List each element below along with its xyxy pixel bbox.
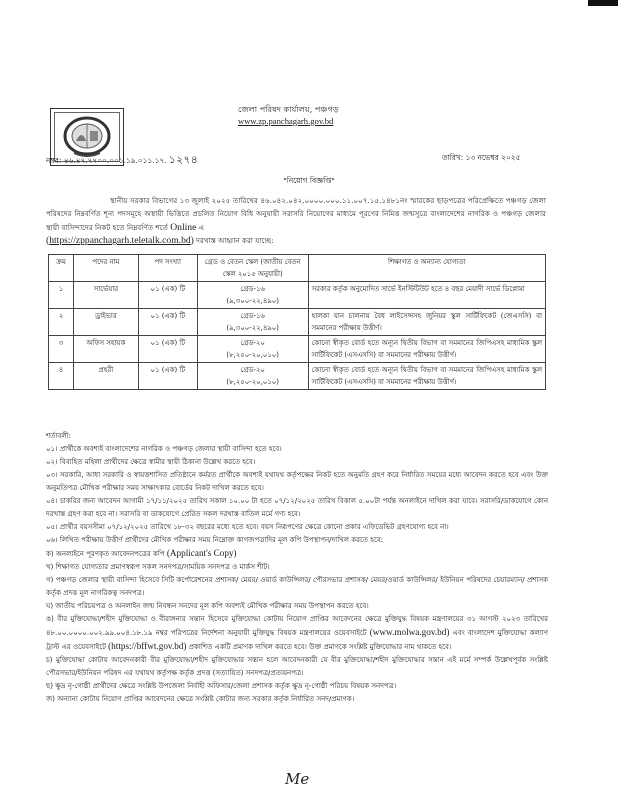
cell-qualification: হালকা যান চালনায় বৈধ লাইসেন্সসহ জুনিয়র স্কুল সার্টিফিকেট (জেএসসি) বা সমমানের পরীক্ষায় উত্তীর্ণ। (308, 309, 545, 336)
col-qualification: শিক্ষাগত ও অন্যান্য যোগ্যতা (308, 255, 545, 282)
intro-text: স্থানীয় সরকার বিভাগের ১৩ জুলাই ২০২৫ তারিখের ৪৬.০৪২.০৪২.০০০০.০০০.১১.০০৭.১৫.১৪৮১নং স্মারকের ছাড়পত্রের পরিপ্রেক্ষিতে পঞ্চগড় জেলা পরিষদের নিম্নবর্ণিত শূন্য পদসমূহে অস্থায়ী ভিত্তিতে প্রচলিত নিয়োগ বিধি অনুযায়ী সরাসরি নিয়োগের মাধ্যমে পূরণের নিমিত্ত জন্মসূত্রে বাংলাদেশের নাগরিক ও পঞ্চগড় জেলার স্থায়ী বাসিন্দাদের নিকট হতে নিম্নবর্ণিত শর্তে (46, 196, 546, 232)
table-row (49, 282, 546, 309)
col-serial: ক্রম (49, 255, 74, 282)
sub-item-d: ঘ) জাতীয় পরিচয়পত্র ও অনলাইন জন্ম নিবন্ধন সনদের মূল কপি অবশ্যই মৌখিক পরীক্ষার সময় উপস্থাপন করতে হবে। (46, 602, 369, 610)
sub-item-c: গ) পঞ্চগড় জেলার স্থায়ী বাসিন্দা হিসেবে সিটি কর্পোরেশনের প্রশাসক/ মেয়র/ ওয়ার্ড কাউন্সিলর/ পৌরসভার প্রশাসক/ মেয়র/ওয়ার্ড কাউন্সিলর/ ইউনিয়ন পরিষদের চেয়ারম্যান/ প্রশাসক কর্তৃক প্রদত্ত মূল নাগরিকত্ব সনদপত্র। (46, 576, 548, 597)
grade: গ্রেড-১৬ (240, 285, 265, 293)
table-header-row (49, 255, 546, 282)
condition-item: ০৪। চাকরির জন্য আবেদন আগামী ১৭/১১/২০২৫ তারিখ সকাল ১০.০০ টা হতে ০৭/১২/২০২৫ তারিখ বিকাল ৫.০০টা পর্যন্ত অনলাইনে দাখিল করা যাবে। সরাসরি/ডাকযোগে কোন দরখাস্ত গ্রহণ করা হবে না। সরাসরি বা ডাকযোগে প্রেরিত সকল দরখাস্ত বাতিল মর্মে গণ্য হবে। (46, 497, 548, 518)
bffwt-link[interactable]: (https://bffwt.gov.bd) (108, 641, 187, 651)
sub-item-g: ছ) ক্ষুদ্র নৃ-গোষ্ঠী প্রার্থীদের ক্ষেত্রে সংশ্লিষ্ট উপজেলা নির্বাহী অফিসার/জেলা প্রশাসক কর্তৃক ক্ষুদ্র নৃ-গোষ্ঠী পরিচয় বিষয়ক সনদপত্র। (46, 682, 397, 690)
cell-count: ০১ (এক) টি (138, 363, 197, 390)
cell-serial: ৪ (49, 363, 74, 390)
grade: গ্রেড-২০ (240, 339, 265, 347)
memo-number (46, 153, 198, 170)
cell-grade (197, 282, 308, 309)
cell-count: ০১ (এক) টি (138, 336, 197, 363)
office-website-link[interactable]: www.zp.panchagarh.gov.bd (238, 116, 334, 126)
cell-count: ০১ (এক) টি (138, 282, 197, 309)
col-post-name: পদের নাম (73, 255, 138, 282)
condition-item: ০৫। প্রার্থীর বয়সসীমা ০৭/১২/২০২৫ তারিখে ১৮-৩২ বছরের মধ্যে হতে হবে। বয়স নিরূপণের ক্ষেত্রে কোনো প্রকার এফিডেভিট গ্রহণযোগ্য হবে না। (46, 523, 449, 531)
online-suffix: এ (198, 222, 205, 232)
notice-date (442, 153, 520, 165)
cell-grade (197, 309, 308, 336)
intro-paragraph (46, 194, 546, 248)
sub-item-e-text: ঙ) বীর মুক্তিযোদ্ধা/শহীদ মুক্তিযোদ্ধা ও বীরাঙ্গনার সন্তান হিসেবে মুক্তিযোদ্ধা কোটায় নিয়োগ প্রাপ্তির আবেদনের ক্ষেত্রে মুক্তিযুদ্ধ বিষয়ক মন্ত্রণালয়ের ৩১ আগস্ট ২০২৩ তারিখের ৪৮.০০.০০০০.০০২.৯৯.০০৪.১৮.১৯ নম্বর পরিপত্রের নির্দেশনা অনুযায়ী মুক্তিযুদ্ধ বিষয়ক মন্ত্রণালয়ের ওয়েবসাইটে (46, 615, 548, 637)
intro-tail: দরখাস্ত আহ্বান করা যাচ্ছে: (196, 236, 274, 246)
sub-item-e (46, 613, 548, 654)
cell-post: সার্ভেয়ার (73, 282, 138, 309)
conditions-heading: শর্তাবলী: (46, 432, 71, 440)
cell-count: ০১ (এক) টি (138, 309, 197, 336)
scale: (৮,২৫০-২০,০১০) (226, 378, 279, 386)
table-row (49, 336, 546, 363)
condition-item: ০৬। লিখিত পরীক্ষায় উত্তীর্ণ প্রার্থীদের মৌখিক পরীক্ষার সময় নিম্নোক্ত কাগজপত্রাদির মূল কপি উপস্থাপন/দাখিল করতে হবে: (46, 536, 384, 544)
teletalk-apply-link[interactable]: https://zppanchagarh.teletalk.com.bd (49, 235, 191, 247)
date-value: ১৩ নভেম্বর ২০২৫ (465, 153, 521, 162)
scale: (৯,৩০০-২২,৪৯০) (226, 297, 279, 305)
table-row (49, 363, 546, 390)
cell-post: প্রহরী (73, 363, 138, 390)
scale: (৮,২৫০-২০,০১০) (226, 351, 279, 359)
cell-post: ড্রাইভার (73, 309, 138, 336)
vacancy-table (48, 254, 546, 390)
link-paren-close: ) (190, 235, 194, 247)
online-word: Online (170, 221, 197, 233)
cell-qualification: কোনো স্বীকৃত বোর্ড হতে অন্যূন দ্বিতীয় বিভাগ বা সমমানের জিপিএসহ মাধ্যমিক স্কুল সার্টিফিকেট (এসএসসি) বা সমমানের পরীক্ষায় উত্তীর্ণ। (308, 336, 545, 363)
memo-label: নম্বর: (46, 156, 62, 165)
cell-qualification: কোনো স্বীকৃত বোর্ড হতে অন্যূন দ্বিতীয় বিভাগ বা সমমানের জিপিএসহ মাধ্যমিক স্কুল সার্টিফিকেট (এসএসসি) বা সমমানের পরীক্ষায় উত্তীর্ণ। (308, 363, 545, 390)
condition-item: ০১। প্রার্থীকে অবশ্যই বাংলাদেশের নাগরিক ও পঞ্চগড় জেলার স্থায়ী বাসিন্দা হতে হবে। (46, 445, 282, 453)
scale: (৯,৩০০-২২,৪৯০) (226, 324, 279, 332)
table-row (49, 309, 546, 336)
sub-item-f: চ) মুক্তিযোদ্ধা কোটায় আবেদনকারী বীর মুক্তিযোদ্ধা/শহীদ মুক্তিযোদ্ধার সন্তান হলে আবেদনকারী যে বীর মুক্তিযোদ্ধা/শহীদ মুক্তিযোদ্ধার সন্তান এই মর্মে সম্পর্ক উল্লেখপূর্বক সংশ্লিষ্ট পৌরসভার/ইউনিয়ন পরিষদ এর যথাযথ কর্তৃপক্ষ কর্তৃক প্রদত্ত (সত্যায়িত) সনদপত্র/প্রত্যয়নপত্র। (46, 656, 548, 677)
conditions-section (46, 430, 548, 706)
condition-item: ০২। বিবাহিত মহিলা প্রার্থীদের ক্ষেত্রে স্বামীর স্থায়ী ঠিকানা উল্লেখ করতে হবে। (46, 458, 256, 466)
condition-item: ০৩। সরকারি, আধা সরকারি ও স্বায়ত্তশাসিত প্রতিষ্ঠানে কর্মরত প্রার্থীকে অবশ্যই যথাযথ কর্তৃপক্ষের নিকট হতে অনুমতি গ্রহণ করে নির্ধারিত সময়ের মধ্যে আবেদন করতে হবে এবং উক্ত অনুমতিপত্র মৌখিক পরীক্ষার সময় সাক্ষাৎকার বোর্ডের নিকট দাখিল করতে হবে। (46, 471, 548, 492)
memo-handwritten-number: ১২৭৪ (168, 154, 199, 166)
col-post-count: পদ সংখ্যা (138, 255, 197, 282)
applicants-copy: (Applicant's Copy) (166, 548, 237, 558)
cell-serial: ২ (49, 309, 74, 336)
office-name: জেলা পরিষদ কার্যালয়, পঞ্চগড় (238, 104, 339, 114)
memo-number-value: ৪৬.৪৭.৭৭০০.০০১.১৯.০১১.১৭. (63, 156, 167, 165)
sub-item-e-text-3: প্রকাশিত একটি প্রমাণক দাখিল করতে হবে। উক্ত প্রমাণকে সংশ্লিষ্ট মুক্তিযোদ্ধার নাম থাকতে হবে। (188, 643, 452, 651)
cell-grade (197, 363, 308, 390)
col-grade-scale: গ্রেড ও বেতন স্কেল (জাতীয় বেতন স্কেল ২০১৫ অনুযায়ী) (197, 255, 308, 282)
sub-item-a (46, 547, 548, 561)
sub-item-e-text-2: এবং বাংলাদেশ মুক্তিযোদ্ধা কল্যাণ ট্রাস্ট এর ওয়েবসাইটে (46, 629, 548, 651)
cell-serial: ১ (49, 282, 74, 309)
sub-item-a-text: ক) অনলাইনে পূরণকৃত আবেদনপত্রের কপি (46, 550, 165, 558)
sub-item-b: খ) শিক্ষাগত যোগ্যতার প্রমাণস্বরূপ সকল সনদপত্র/সাময়িক সনদপত্র ও মার্কস শীট। (46, 563, 270, 571)
grade: গ্রেড-১৬ (240, 312, 265, 320)
cell-serial: ৩ (49, 336, 74, 363)
cell-qualification: সরকার কর্তৃক অনুমোদিত সার্ভে ইনস্টিটিউট হতে ৪ বছর মেয়াদী সার্ভে ডিপ্লোমা (308, 282, 545, 309)
date-label: তারিখ: (442, 153, 464, 162)
sub-item-h: জ) অন্যান্য কোটায় নিয়োগ প্রাপ্তির আবেদনের ক্ষেত্রে সংশ্লিষ্ট কোটার জন্য সরকার কর্তৃক নির্ধারিত সনদ/প্রমাণক। (46, 695, 355, 703)
notice-title: "নিয়োগ বিজ্ঞপ্তি" (283, 176, 335, 185)
cell-grade (197, 336, 308, 363)
office-header (238, 103, 339, 127)
signature: Me (285, 770, 310, 788)
scan-corner-mark (588, 0, 618, 6)
link-paren-open: ( (46, 235, 50, 247)
grade: গ্রেড-২০ (240, 366, 265, 374)
cell-post: অফিস সহায়ক (73, 336, 138, 363)
molwa-link[interactable]: (www.molwa.gov.bd) (369, 627, 450, 637)
